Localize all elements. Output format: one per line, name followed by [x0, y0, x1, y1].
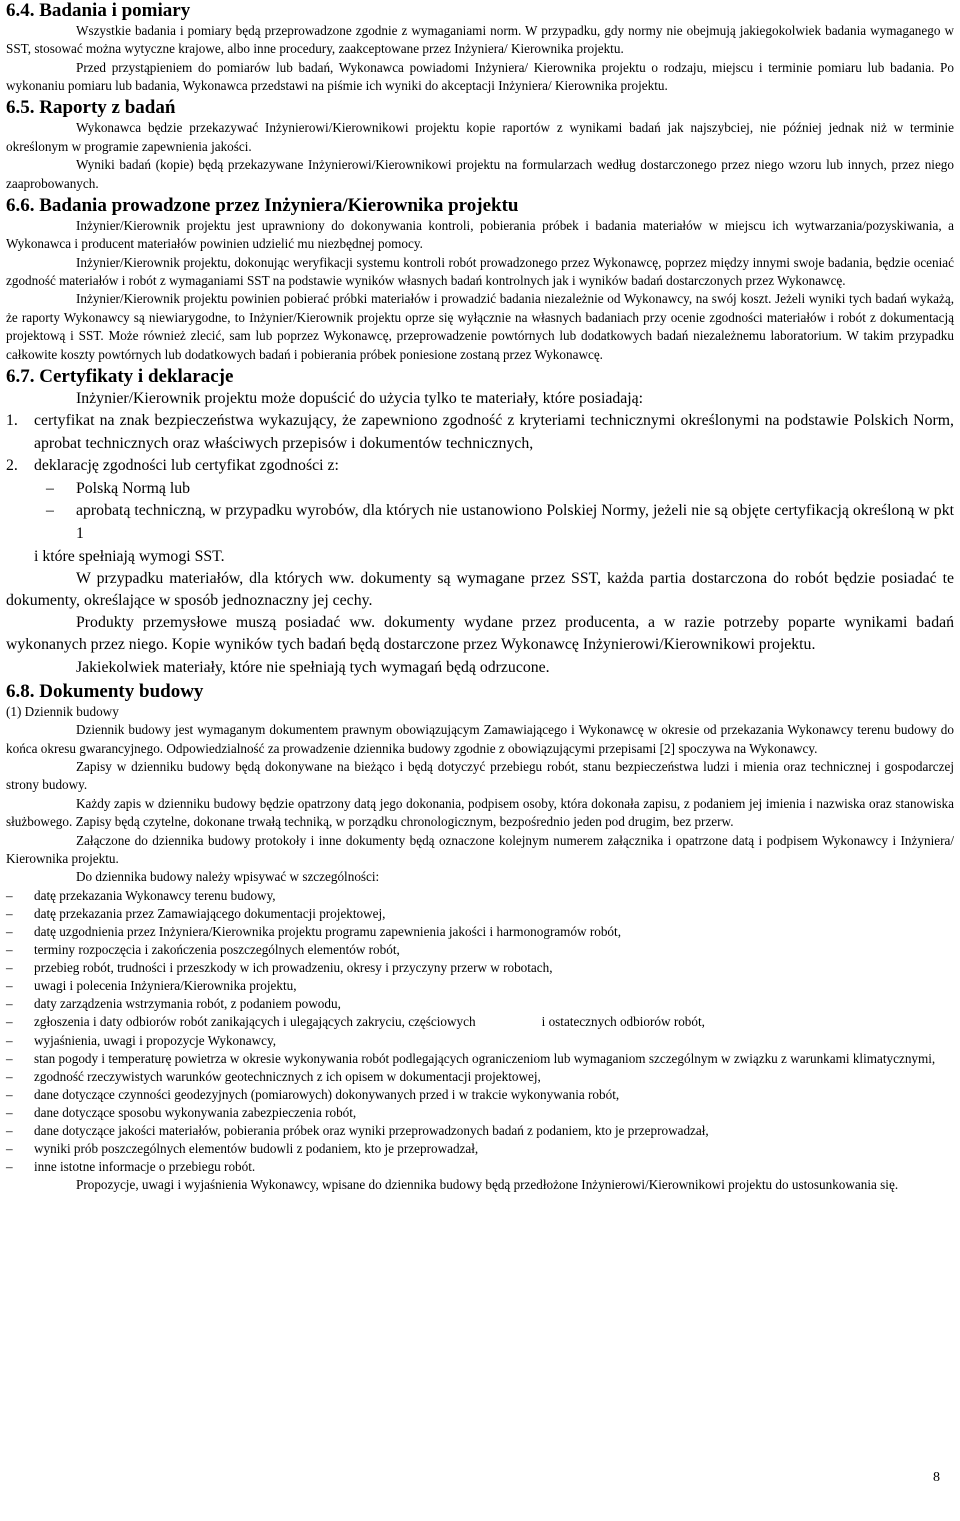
- dash-list: [6, 887, 954, 1177]
- list-item-text: przebieg robót, trudności i przeszkody w ich prowadzeniu, okresy i przyczyny przerw w robotach,: [34, 960, 553, 976]
- list-item-text: datę przekazania Wykonawcy terenu budowy,: [34, 887, 276, 903]
- paragraph: i które spełniają wymogi SST.: [34, 547, 225, 565]
- dash-marker: –: [6, 1159, 13, 1175]
- section-heading-6-8: 6.8. Dokumenty budowy: [6, 680, 204, 702]
- paragraph: Zapisy w dzienniku budowy będą dokonywane na bieżąco i będą dotyczyć przebiegu robót, stanu bezpieczeństwa ludzi i mienia oraz technicznej i gospodarczej strony budowy.: [6, 758, 954, 793]
- list-item: [6, 410, 954, 455]
- list-item: [6, 887, 954, 905]
- list-item: [6, 1104, 954, 1122]
- dash-marker: –: [6, 923, 13, 939]
- list-item-text: terminy rozpoczęcia i zakończenia poszczególnych elementów robót,: [34, 942, 400, 958]
- list-item-text: datę przekazania przez Zamawiającego dokumentacji projektowej,: [34, 905, 386, 921]
- paragraph: Wykonawca będzie przekazywać Inżynierowi/Kierownikowi projektu kopie raportów z wynikami badań jak najszybciej, nie później jednak niż w terminie określonym w programie zapewnienia jakości.: [6, 120, 954, 154]
- list-item: [6, 500, 954, 545]
- list-item: [6, 923, 954, 941]
- dash-marker: –: [6, 960, 13, 976]
- list-number: 1.: [6, 412, 18, 430]
- list-item-text: wyniki prób poszczególnych elementów budowli z podaniem, kto je przeprowadzał,: [34, 1141, 479, 1157]
- paragraph: Inżynier/Kierownik projektu może dopuścić do użycia tylko te materiały, które posiadają:: [76, 389, 644, 407]
- list-item-text: i ostatecznych odbiorów robót,: [541, 1014, 705, 1030]
- list-item-text: dane dotyczące czynności geodezyjnych (pomiarowych) dokonywanych przed i w trakcie wykonywania robót,: [34, 1086, 620, 1102]
- paragraph: Inżynier/Kierownik projektu jest uprawniony do dokonywania kontroli, pobierania próbek i badania materiałów w miejscu ich wytwarzania/pozyskiwania, a Wykonawca i producent materiałów powinien udzielić mu niezbędnej pomocy.: [6, 217, 954, 252]
- paragraph: Dziennik budowy jest wymaganym dokumentem prawnym obowiązującym Zamawiającego i Wykonawcę w okresie od przekazania Wykonawcy terenu budowy do końca okresu gwarancyjnego. Odpowiedzialność za prowadzenie dziennika budowy zgodnie z obowiązującymi przepisami [2] spoczywa na Wykonawcy.: [6, 722, 954, 756]
- list-item: [6, 1158, 954, 1176]
- paragraph: Każdy zapis w dzienniku budowy będzie opatrzony datą jego dokonania, podpisem osoby, która dokonała zapisu, z podaniem jej imienia i nazwiska oraz stanowiska służbowego. Zapisy będą czytelne, dokonane trwałą techniką, w porządku chronologicznym, bezpośrednio jeden pod drugim, bez przerw.: [6, 795, 954, 830]
- paragraph: Inżynier/Kierownik projektu, dokonując weryfikacji systemu kontroli robót prowadzonego przez Wykonawcę, poprzez między innymi swoje badania, będzie oceniać zgodność materiałów i robót z wymaganiami SST na podstawie wyników własnych badań kontrolnych jak i wyników badań dostarczonych przez Wykonawcę.: [6, 254, 954, 288]
- list-item: [6, 941, 954, 959]
- list-item-text: Polską Normą lub: [76, 479, 191, 497]
- section-heading-6-5: 6.5. Raporty z badań: [6, 97, 176, 119]
- dash-marker: –: [6, 996, 13, 1012]
- paragraph: Przed przystąpieniem do pomiarów lub badań, Wykonawca powiadomi Inżyniera/ Kierownika projektu o rodzaju, miejscu i terminie pomiaru lub badania. Po wykonaniu pomiaru lub badania, Wykonawca przedstawi na piśmie ich wyniki do akceptacji Inżyniera/ Kierownika projektu.: [6, 59, 954, 94]
- section-heading-6-7: 6.7. Certyfikaty i deklaracje: [6, 366, 234, 388]
- numbered-list: [6, 410, 954, 478]
- dash-marker: –: [6, 1122, 13, 1138]
- dash-marker: –: [6, 905, 13, 921]
- paragraph: Wszystkie badania i pomiary będą przeprowadzone zgodnie z wymaganiami norm. W przypadku, gdy normy nie obejmują jakiegokolwiek badania wymaganego w SST, stosować można wytyczne krajowe, albo inne procedury, zaakceptowane przez Inżyniera/ Kierownika projektu.: [6, 22, 954, 57]
- list-item: [6, 1140, 954, 1158]
- page-number: 8: [933, 1470, 940, 1485]
- dash-marker: –: [6, 1141, 13, 1157]
- dash-marker: –: [6, 1032, 13, 1048]
- list-item: [6, 1032, 954, 1050]
- paragraph: W przypadku materiałów, dla których ww. dokumenty są wymagane przez SST, każda partia dostarczona do robót będzie posiadać te dokumenty, określające w sposób jednoznaczny jej cechy.: [6, 569, 954, 610]
- paragraph: Do dziennika budowy należy wpisywać w szczególności:: [76, 869, 380, 885]
- paragraph: Załączone do dziennika budowy protokoły i inne dokumenty będą oznaczone kolejnym numerem załącznika i opatrzone datą i podpisem Wykonawcy i Inżyniera/ Kierownika projektu.: [6, 832, 954, 866]
- list-item: [6, 959, 954, 977]
- paragraph: Produkty przemysłowe muszą posiadać ww. dokumenty wydane przez producenta, a w razie potrzeby poparte wynikami badań wykonanych przez niego. Kopie wyników tych badań będą dostarczone przez Wykonawcę Inżynierowi/Kierownikowi projektu.: [6, 614, 954, 654]
- list-number: 2.: [6, 457, 18, 475]
- subheading: (1) Dziennik budowy: [6, 703, 119, 719]
- list-item: [6, 1122, 954, 1140]
- paragraph: Wyniki badań (kopie) będą przekazywane Inżynierowi/Kierownikowi projektu na formularzach według dostarczonego przez niego wzoru lub innych, przez niego zaaprobowanych.: [6, 157, 954, 191]
- list-item-text: dane dotyczące sposobu wykonywania zabezpieczenia robót,: [34, 1104, 357, 1120]
- paragraph: Inżynier/Kierownik projektu powinien pobierać próbki materiałów i prowadzić badania niezależnie od Wykonawcy, na swój koszt. Jeżeli wyniki tych badań wykażą, że raporty Wykonawcy są niewiarygodne, to Inżynier/Kierownik projektu oprze się wyłącznie na własnych badaniach przy ocenie zgodności materiałów i robót z dokumentacją projektową i SST. Może również zlecić, sam lub poprzez Wykonawcę, przeprowadzenie powtórnych lub dodatkowych badań niezależnemu laboratorium. W takim przypadku całkowite koszty powtórnych lub dodatkowych badań i pobierania próbek poniesione zostaną przez Wykonawcę.: [6, 291, 954, 362]
- list-item-text: wyjaśnienia, uwagi i propozycje Wykonawcy,: [34, 1032, 277, 1048]
- paragraph: Jakiekolwiek materiały, które nie spełniają tych wymagań będą odrzucone.: [76, 658, 550, 676]
- list-item-text: zgłoszenia i daty odbiorów robót zanikających i ulegających zakryciu, częściowych: [34, 1014, 476, 1030]
- list-item: [6, 995, 954, 1013]
- list-item: [6, 1068, 954, 1086]
- list-item-text: uwagi i polecenia Inżyniera/Kierownika projektu,: [34, 978, 297, 994]
- list-item-text: deklarację zgodności lub certyfikat zgodności z:: [34, 457, 339, 475]
- list-item-text: dane dotyczące jakości materiałów, pobierania próbek oraz wyniki przeprowadzonych badań z podaniem, kto je przeprowadzał,: [34, 1122, 709, 1138]
- list-item: [6, 905, 954, 923]
- list-item: [6, 1086, 954, 1104]
- dash-marker: –: [46, 479, 54, 497]
- dash-marker: –: [6, 978, 13, 994]
- dash-marker: –: [6, 1050, 13, 1066]
- dash-marker: –: [6, 1014, 13, 1030]
- dash-marker: –: [6, 1068, 13, 1084]
- list-item: [6, 1050, 954, 1068]
- list-item-text: aprobatą techniczną, w przypadku wyrobów, dla których nie ustanowiono Polskiej Normy, jeżeli nie są objęte certyfikacją określoną w pkt 1: [76, 502, 954, 543]
- dash-list: [6, 478, 954, 546]
- dash-marker: –: [6, 1104, 13, 1120]
- section-heading-6-4: 6.4. Badania i pomiary: [6, 0, 191, 21]
- dash-marker: –: [6, 887, 13, 903]
- list-item-text: daty zarządzenia wstrzymania robót, z podaniem powodu,: [34, 996, 341, 1012]
- list-item-text: stan pogody i temperaturę powietrza w okresie wykonywania robót podlegających ograniczeniom lub wymaganiom szczególnym w związku z warunkami klimatycznymi,: [34, 1050, 936, 1066]
- list-item: [6, 455, 954, 478]
- list-item-text: datę uzgodnienia przez Inżyniera/Kierownika projektu programu zapewnienia jakości i harmonogramów robót,: [34, 923, 621, 939]
- dash-marker: –: [6, 942, 13, 958]
- dash-marker: –: [46, 502, 54, 520]
- list-item: [6, 478, 954, 501]
- section-heading-6-6: 6.6. Badania prowadzone przez Inżyniera/Kierownika projektu: [6, 194, 519, 216]
- list-item-text: certyfikat na znak bezpieczeństwa wykazujący, że zapewniono zgodność z kryteriami technicznymi określonymi na podstawie Polskich Norm, aprobat technicznych oraz właściwych przepisów i dokumentów technicznych,: [34, 412, 954, 452]
- list-item-text: inne istotne informacje o przebiegu robót.: [34, 1159, 256, 1175]
- list-item: [6, 977, 954, 995]
- list-item-text: zgodność rzeczywistych warunków geotechnicznych z ich opisem w dokumentacji projektowej,: [34, 1068, 541, 1084]
- paragraph: Propozycje, uwagi i wyjaśnienia Wykonawcy, wpisane do dziennika budowy będą przedłożone Inżynierowi/Kierownikowi projektu do ustosunkowania się.: [76, 1177, 899, 1193]
- list-item: [6, 1013, 954, 1031]
- dash-marker: –: [6, 1086, 13, 1102]
